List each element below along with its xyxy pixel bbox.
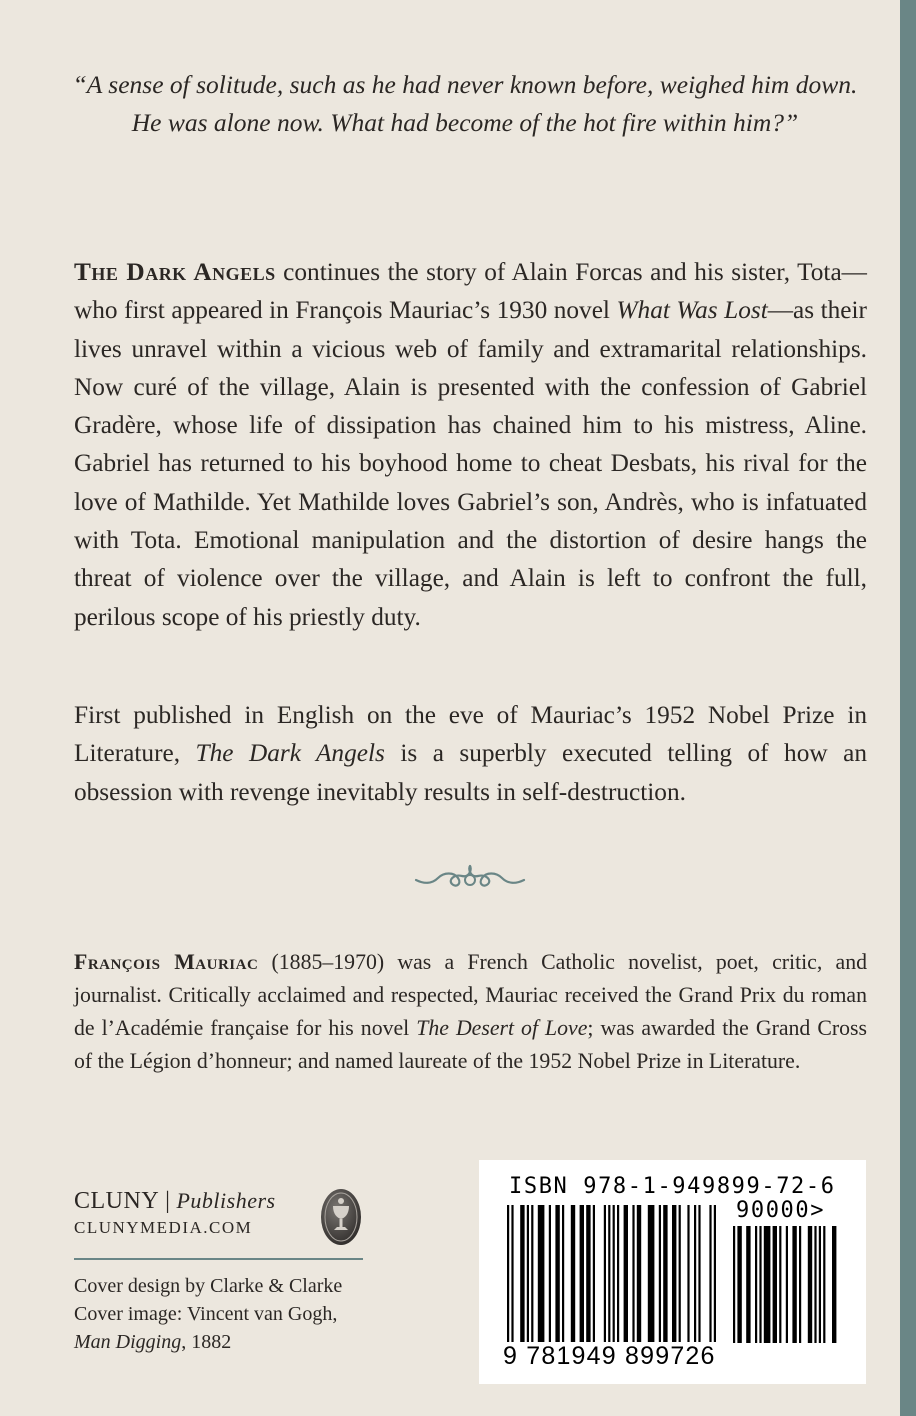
artwork-year: , 1882 [181,1331,232,1353]
barcode-bar [511,1205,513,1357]
cover-image-credit: Cover image: Vincent van Gogh, [74,1303,338,1325]
barcode-bar [571,1205,575,1343]
barcode-bar [792,1226,796,1343]
isbn-label: ISBN 978-1-949899-72-6 [509,1174,836,1199]
publisher-divider [74,1258,363,1260]
publisher-seal-icon [320,1188,362,1246]
barcode-bar [759,1226,761,1343]
description-paragraph-1 [74,253,867,636]
barcode-bar [608,1205,610,1343]
barcode-bar [814,1226,816,1343]
barcode-bar [819,1226,821,1343]
bio-text: ; was awarded the Grand Cross of the Légion d’honneur; and named laureate of the 1952 Nobel Prize in Literature. [74,1016,867,1073]
description-text: continues the story of Alain Forcas and his sister, Tota—who first appeared in François Mauriac’s 1930 novel [74,258,867,325]
barcode-bar [531,1205,533,1343]
barcode-bar [799,1226,801,1343]
addon-barcode-bars [733,1226,841,1357]
author-name: François Mauriac [74,950,259,974]
cover-credits [74,1272,374,1356]
barcode-bar [549,1205,551,1343]
barcode-bar [624,1205,628,1343]
barcode-bar [538,1205,545,1343]
spine-color-band [900,0,916,1416]
description-text: is a superbly executed telling of how an obsession with revenge inevitably results in self-destruction. [74,739,867,806]
publisher-separator: | [165,1188,171,1214]
barcode-bar [773,1226,777,1343]
book-title: The Dark Angels [74,258,276,286]
barcode-bar [520,1205,524,1343]
barcode-bar [672,1205,676,1343]
barcode-bar [714,1205,716,1357]
publisher-name: CLUNY [74,1188,160,1214]
barcode-bar [709,1205,711,1357]
barcode-bar [586,1205,590,1343]
publisher-url: CLUNYMEDIA.COM [74,1218,253,1237]
referenced-book-title: What Was Lost [616,296,768,325]
barcode-bar [694,1205,696,1343]
barcode-bar [637,1205,641,1343]
barcode-digits: 9 781949 899726 [503,1342,716,1370]
publisher-label: Publishers [176,1188,276,1213]
barcode-bar [659,1205,661,1343]
author-bio [74,946,867,1078]
price-code: 90000> [736,1198,826,1223]
barcode-bar [687,1205,689,1343]
flourish-ornament-icon [414,862,526,892]
barcode-bar [832,1226,836,1343]
barcode-bar [786,1226,788,1343]
barcode-bar [562,1205,564,1343]
barcode-bar [764,1226,771,1343]
barcode-bar [580,1205,584,1343]
barcode-bar [746,1226,750,1343]
barcode-bar [779,1226,781,1343]
barcode-bar [737,1226,741,1343]
bio-text: (1885–1970) was a French Catholic novelist, poet, critic, and journalist. Critically acclaimed and respected, Mauriac received the Grand Prix du roman de l’Académie française for his novel [74,950,867,1040]
barcode-bar [527,1205,529,1343]
barcode-bar [679,1205,681,1343]
barcode-bar [632,1205,634,1343]
barcode-bar [604,1205,606,1343]
description-paragraph-2 [74,696,867,811]
ean-barcode-bars [507,1205,717,1357]
barcode-bar [755,1226,757,1343]
barcode-bar [555,1205,559,1343]
barcode-bar [698,1205,700,1343]
bio-book-title: The Desert of Love [416,1016,588,1040]
barcode-bar [507,1205,509,1357]
artwork-credit-line [74,1328,374,1356]
description-text: First published in English on the eve of Mauriac’s 1952 Nobel Prize in Literature, [74,701,867,768]
description-text: —as their lives unravel within a vicious web of family and extramarital relationships. Now curé of the village, Alain is presented with the confession of Gabriel Gradère, whose life of dissipation has chained him to his mistress, Aline. Gabriel has returned to his boyhood home to cheat Desbats, his rival for the love of Mathilde. Yet Mathilde loves Gabriel’s son, Andrès, who is infatuated with Tota. Emotional manipulation and the distortion of desire hangs the threat of violence over the village, and Alain is left to confront the full, perilous scope of his priestly duty. [74,296,867,631]
barcode-bar [613,1205,615,1343]
barcode-bar [733,1226,735,1343]
book-title-italic: The Dark Angels [195,739,385,768]
barcode-bar [648,1205,655,1343]
barcode-bar [617,1205,619,1343]
barcode-bar [593,1205,595,1343]
isbn-barcode [479,1160,866,1384]
cover-design-credit: Cover design by Clarke & Clarke [74,1275,343,1297]
barcode-bar [663,1205,667,1343]
barcode-bar [808,1226,812,1343]
barcode-bar [823,1226,825,1343]
artwork-title: Man Digging [74,1331,182,1353]
epigraph-quote: “A sense of solitude, such as he had never known before, weighed him down. He was alone now. What had become of the hot fire within him?” [72,70,858,137]
